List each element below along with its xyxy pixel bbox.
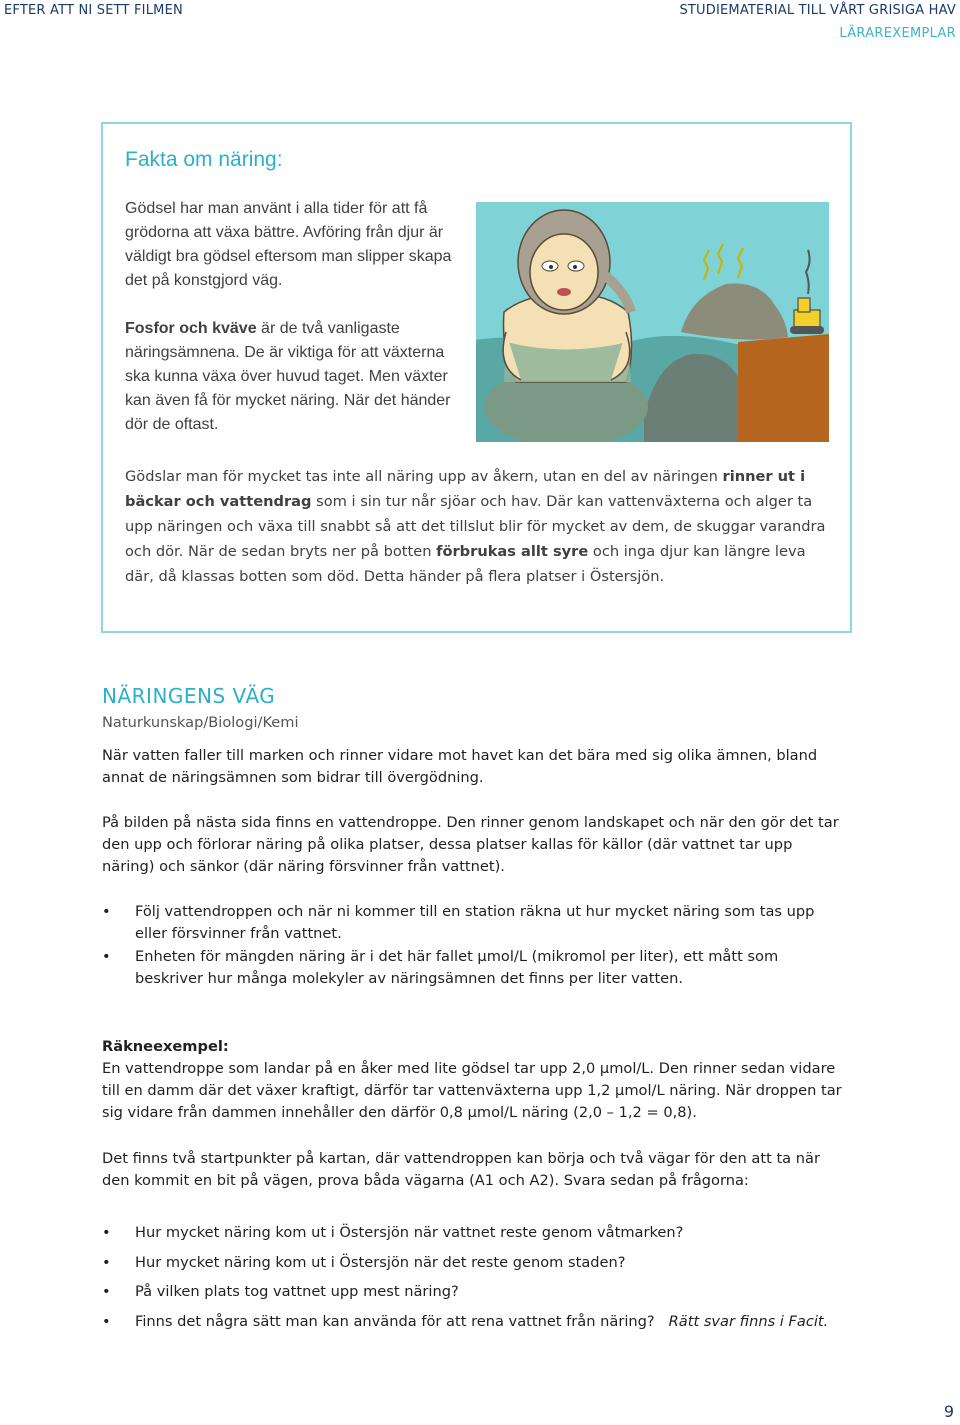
page-number: 9 — [943, 1402, 954, 1421]
right-pupil — [573, 265, 577, 269]
instruction-bullets — [102, 901, 842, 990]
question-4 — [102, 1311, 842, 1333]
fact-box-title: Fakta om näring: — [125, 148, 283, 171]
fact-p3-part-a: Gödslar man för mycket tas inte all näring upp av åkern, utan en del av näringen — [125, 468, 723, 485]
question-2: • Hur mycket näring kom ut i Östersjön när det reste genom staden? — [102, 1252, 842, 1274]
facit-note: Rätt svar finns i Facit. — [668, 1312, 829, 1330]
fact-p3-bold-1: rinner ut i bäckar och vattendrag — [125, 468, 806, 510]
soil-bank — [738, 334, 829, 442]
fact-p3-part-c: och inga djur kan längre leva där, då klassas botten som död. Detta händer på flera platser i Östersjön. — [125, 543, 806, 585]
woman-face — [530, 234, 598, 310]
fact-paragraph-2 — [125, 317, 465, 437]
fact-bold-phosphorus-nitrogen: Fosfor och kväve — [125, 320, 257, 337]
left-pupil — [549, 265, 553, 269]
tractor-body — [794, 310, 820, 328]
fact-box — [101, 122, 852, 633]
example-heading: Räkneexempel: — [102, 1038, 229, 1055]
instruction-bullet-1: • Följ vattendroppen och när ni kommer till en station räkna ut hur mycket näring som tas upp eller försvinner från vattnet. — [102, 901, 842, 945]
fact-paragraph-3 — [125, 464, 835, 589]
start-points-paragraph: Det finns två startpunkter på kartan, där vattendroppen kan börja och två vägar för den att ta när den kommit en bit på vägen, prova båda vägarna (A1 och A2). Svara sedan på frågorna: — [102, 1150, 820, 1189]
droplet-paragraph: På bilden på nästa sida finns en vattendroppe. Den rinner genom landskapet och när den gör det tar den upp och förlorar näring på olika platser, dessa platser kallas för källor (där vattnet tar upp näring) och sänkor (där näring försvinner från vattnet). — [102, 814, 839, 875]
example-text: En vattendroppe som landar på en åker med lite gödsel tar upp 2,0 µmol/L. Den rinner sedan vidare till en damm där det växer kraftigt, därför tar vattenväxterna upp 1,2 µmol/L näring. När droppen tar sig vidare från dammen innehåller den därför 0,8 µmol/L näring (2,0 – 1,2 = 0,8). — [102, 1060, 842, 1121]
question-list — [102, 1222, 842, 1340]
tractor-track — [790, 326, 824, 334]
question-1: • Hur mycket näring kom ut i Östersjön när vattnet reste genom våtmarken? — [102, 1222, 842, 1244]
fact-p3-part-b: som i sin tur når sjöar och hav. Där kan vattenväxterna och alger ta upp näringen och växa till snabbt så att det tillslut blir för mycket av dem, de skuggar varandra och dör. När de sedan bryts ner på botten — [125, 493, 826, 560]
baltic-sea-woman-illustration — [476, 202, 829, 442]
fact-paragraph-1: Gödsel har man använt i alla tider för att få grödorna att växa bättre. Avföring från djur är väldigt bra gödsel eftersom man slipper skapa det på konstgjord väg. — [125, 200, 452, 289]
question-4-text: Finns det några sätt man kan använda för att rena vattnet från näring? — [135, 1312, 655, 1330]
header-left-label: EFTER ATT NI SETT FILMEN — [4, 3, 183, 18]
header-sub-label: LÄRAREXEMPLAR — [839, 26, 956, 41]
tractor-cab — [798, 298, 810, 312]
section-subtitle: Naturkunskap/Biologi/Kemi — [102, 714, 299, 731]
section-title: NÄRINGENS VÄG — [102, 684, 276, 708]
fact-paragraph-2-text: är de två vanligaste näringsämnena. De är viktiga för att växterna ska kunna växa över huvud taget. Men växter kan även få för mycket näring. När det händer dör de oftast. — [125, 320, 451, 433]
header-right-label: STUDIEMATERIAL TILL VÅRT GRISIGA HAV — [679, 3, 956, 18]
fact-p3-bold-2: förbrukas allt syre — [436, 543, 589, 560]
intro-paragraph: När vatten faller till marken och rinner vidare mot havet kan det bära med sig olika ämnen, bland annat de näringsämnen som bidrar till övergödning. — [102, 747, 818, 786]
question-3: • På vilken plats tog vattnet upp mest näring? — [102, 1281, 842, 1303]
instruction-bullet-2: • Enheten för mängden näring är i det här fallet µmol/L (mikromol per liter), ett mått som beskriver hur många molekyler av näringsämnen det finns per liter vatten. — [102, 946, 842, 990]
woman-mouth — [557, 288, 571, 296]
